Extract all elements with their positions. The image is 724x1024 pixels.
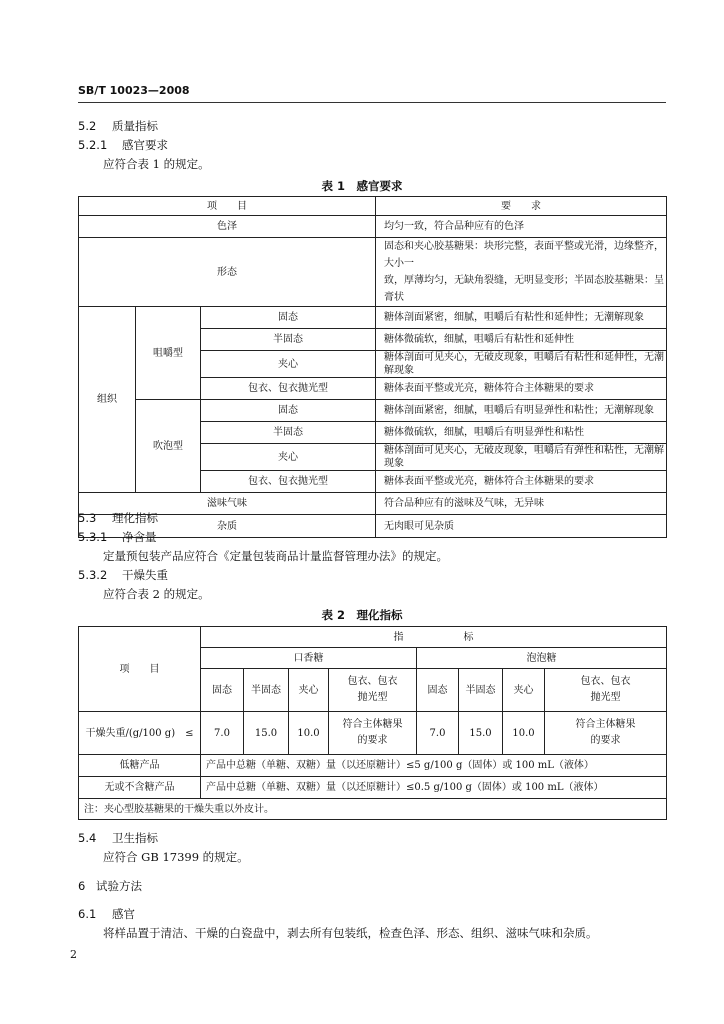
- table2-no-sugar-label: 无或不含糖产品: [79, 777, 201, 799]
- section-title: 试验方法: [96, 879, 142, 893]
- table1-chew-label: 咀嚼型: [136, 307, 201, 400]
- table-sensory: [78, 196, 667, 538]
- section-title: 质量指标: [112, 119, 158, 133]
- table1-shape-label: 形态: [79, 238, 376, 307]
- coat-req-line-1: 符合主体糖果: [575, 719, 636, 730]
- paragraph-6-1: 将样品置于清洁、干燥的白瓷盘中，剥去所有包装纸，检查色泽、形态、组织、滋味气味和杂质。: [103, 926, 598, 940]
- section-number: 5.3: [78, 511, 97, 525]
- table1-taste-req: 符合品种应有的滋味及气味，无异味: [376, 493, 667, 515]
- table1-req-cell: 糖体剖面紧密，细腻，咀嚼后有明显弹性和粘性；无潮解现象: [376, 400, 667, 422]
- coat-col-line-1: 包衣、包衣: [347, 676, 398, 687]
- section-5-3-1: [78, 529, 157, 545]
- section-number: 5.3.1: [78, 530, 108, 544]
- table1-type-cell: 半固态: [201, 422, 376, 444]
- section-number: 5.3.2: [78, 568, 108, 582]
- shape-req-line-2: 致，厚薄均匀，无缺角裂缝，无明显变形；半固态胶基糖果：呈膏状: [384, 275, 664, 303]
- section-number: 5.2.1: [78, 138, 108, 152]
- section-5-4: [78, 830, 158, 846]
- table1-color-label: 色泽: [79, 216, 376, 238]
- table2-col-semisolid: 半固态: [459, 669, 503, 712]
- section-title: 干燥失重: [122, 568, 168, 582]
- section-5-3: [78, 510, 158, 526]
- table1-type-cell: 固态: [201, 400, 376, 422]
- table2-col-solid: 固态: [201, 669, 244, 712]
- table1-req-cell: 糖体剖面紧密，细腻，咀嚼后有粘性和延伸性；无潮解现象: [376, 307, 667, 329]
- table1-head-req: 要 求: [376, 197, 667, 216]
- header-rule: [78, 102, 666, 103]
- table2-value-cell: 10.0: [503, 712, 545, 755]
- section-number: 6.1: [78, 907, 97, 921]
- table1-req-cell: 糖体微硫软，细腻，咀嚼后有粘性和延伸性: [376, 329, 667, 351]
- section-title: 净含量: [122, 530, 157, 544]
- table2-coat-req: [329, 712, 417, 755]
- paragraph-5-3-2: 应符合表 2 的规定。: [103, 587, 210, 601]
- table1-bubble-label: 吹泡型: [136, 400, 201, 493]
- paragraph-5-3-1: 定量预包装产品应符合《定量包装商品计量监督管理办法》的规定。: [103, 549, 448, 563]
- table1-req-cell: 糖体剖面可见夹心，无破皮现象，咀嚼后有弹性和粘性，无潮解现象: [376, 444, 667, 471]
- table1-type-cell: 半固态: [201, 329, 376, 351]
- table-physicochemical: [78, 626, 667, 820]
- section-6-1: [78, 906, 135, 922]
- table2-col-filled: 夹心: [289, 669, 329, 712]
- shape-req-line-1: 固态和夹心胶基糖果：块形完整，表面平整或光滑，边缘整齐，大小一: [384, 241, 664, 269]
- table2-group-bubble: 泡泡糖: [417, 648, 667, 669]
- table2-head-item: 项 目: [79, 627, 201, 712]
- table1-impurity-label: 杂质: [79, 515, 376, 538]
- coat-col-line-2: 抛光型: [357, 692, 388, 703]
- section-title: 感官: [112, 907, 135, 921]
- section-6: [78, 878, 142, 894]
- section-number: 5.2: [78, 119, 97, 133]
- table2-value-cell: 15.0: [459, 712, 503, 755]
- table1-req-cell: 糖体表面平整或光亮，糖体符合主体糖果的要求: [376, 378, 667, 400]
- table1-req-cell: 糖体表面平整或光亮，糖体符合主体糖果的要求: [376, 471, 667, 493]
- table1-req-cell: 糖体剖面可见夹心，无破皮现象，咀嚼后有粘性和延伸性，无潮解现象: [376, 351, 667, 378]
- table2-head-index: 指 标: [201, 627, 667, 648]
- table1-type-cell: 包衣、包衣抛光型: [201, 378, 376, 400]
- table1-taste-label: 滋味气味: [79, 493, 376, 515]
- table2-low-sugar-label: 低糖产品: [79, 755, 201, 777]
- table2-value-cell: 7.0: [417, 712, 459, 755]
- section-5-3-2: [78, 567, 168, 583]
- paragraph-5-2-1: 应符合表 1 的规定。: [103, 157, 210, 171]
- table1-shape-req: [376, 238, 667, 307]
- table2-value-cell: 7.0: [201, 712, 244, 755]
- table2-col-coated: [545, 669, 667, 712]
- coat-req-line-1: 符合主体糖果: [342, 719, 403, 730]
- section-5-2-1: [78, 137, 168, 153]
- table2-note: 注：夹心型胶基糖果的干燥失重以外皮计。: [79, 799, 667, 820]
- section-number: 5.4: [78, 831, 97, 845]
- table2-col-semisolid: 半固态: [244, 669, 289, 712]
- section-5-2: [78, 118, 158, 134]
- table1-caption: 表 1 感官要求: [321, 179, 403, 193]
- table1-type-cell: 夹心: [201, 444, 376, 471]
- table2-group-gum: 口香糖: [201, 648, 417, 669]
- page-number: 2: [70, 948, 77, 961]
- table2-caption: 表 2 理化指标: [321, 608, 403, 622]
- document-code: SB/T 10023—2008: [78, 84, 190, 97]
- table2-loss-label: 干燥失重/(g/100 g) ≤: [79, 712, 201, 755]
- table2-col-solid: 固态: [417, 669, 459, 712]
- table2-col-coated: [329, 669, 417, 712]
- table2-value-cell: 15.0: [244, 712, 289, 755]
- table1-color-req: 均匀一致，符合品种应有的色泽: [376, 216, 667, 238]
- table1-type-cell: 包衣、包衣抛光型: [201, 471, 376, 493]
- paragraph-5-4: 应符合 GB 17399 的规定。: [103, 850, 249, 864]
- section-title: 理化指标: [112, 511, 158, 525]
- coat-col-line-1: 包衣、包衣: [580, 676, 631, 687]
- table2-value-cell: 10.0: [289, 712, 329, 755]
- table2-no-sugar-text: 产品中总糖（单糖、双糖）量（以还原糖计）≤0.5 g/100 g（固体）或 100 mL（液体）: [201, 777, 667, 799]
- table1-type-cell: 夹心: [201, 351, 376, 378]
- table2-coat-req: [545, 712, 667, 755]
- table1-head-item: 项 目: [79, 197, 376, 216]
- table1-req-cell: 糖体微硫软，细腻，咀嚼后有明显弹性和粘性: [376, 422, 667, 444]
- table1-org-label: 组织: [79, 307, 136, 493]
- coat-col-line-2: 抛光型: [590, 692, 621, 703]
- table2-low-sugar-text: 产品中总糖（单糖、双糖）量（以还原糖计）≤5 g/100 g（固体）或 100 mL（液体）: [201, 755, 667, 777]
- section-number: 6: [78, 879, 86, 893]
- coat-req-line-2: 的要求: [590, 735, 621, 746]
- coat-req-line-2: 的要求: [357, 735, 388, 746]
- section-title: 卫生指标: [112, 831, 158, 845]
- table1-impurity-req: 无肉眼可见杂质: [376, 515, 667, 538]
- table1-type-cell: 固态: [201, 307, 376, 329]
- section-title: 感官要求: [122, 138, 168, 152]
- table2-col-filled: 夹心: [503, 669, 545, 712]
